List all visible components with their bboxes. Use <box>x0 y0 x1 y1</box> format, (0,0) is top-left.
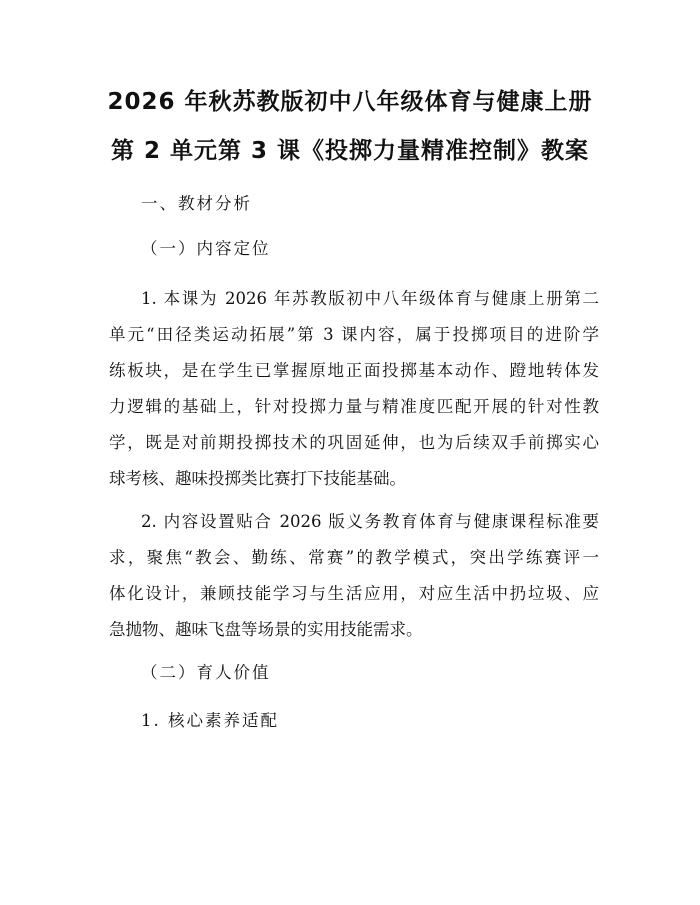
paragraph-line: 2. 内容设置贴合 2026 版义务教育体育与健康课程标准要 <box>141 512 599 531</box>
paragraph-line: 学，既是对前期投掷技术的巩固延伸，也为后续双手前掷实心 <box>109 433 599 452</box>
paragraph-line: 1. 本课为 2026 年苏教版初中八年级体育与健康上册第二 <box>141 289 599 308</box>
document-title-line-1: 2026 年秋苏教版初中八年级体育与健康上册 <box>107 89 593 115</box>
paragraph-line: 求，聚焦“教会、勤练、常赛”的教学模式，突出学练赛评一 <box>109 548 599 567</box>
document-title-line-2: 第 2 单元第 3 课《投掷力量精准控制》教案 <box>110 138 590 164</box>
paragraph-line: 急抛物、趣味飞盘等场景的实用技能需求。 <box>109 620 423 639</box>
paragraph-line: 球考核、趣味投掷类比赛打下技能基础。 <box>109 469 406 488</box>
subsection-heading-educational-value: （二）育人价值 <box>141 663 271 682</box>
paragraph-line: 练板块，是在学生已掌握原地正面投掷基本动作、蹬地转体发 <box>109 361 599 380</box>
paragraph-line: 单元“田径类运动拓展”第 3 课内容，属于投掷项目的进阶学 <box>109 325 599 344</box>
paragraph-line: 力逻辑的基础上，针对投掷力量与精准度匹配开展的针对性教 <box>109 397 599 416</box>
subsection-heading-content-positioning: （一）内容定位 <box>141 239 271 258</box>
section-heading-textbook-analysis: 一、教材分析 <box>141 194 252 213</box>
list-item-core-literacy: 1. 核心素养适配 <box>141 711 279 730</box>
paragraph-line: 体化设计，兼顾技能学习与生活应用，对应生活中扔垃圾、应 <box>109 584 599 603</box>
